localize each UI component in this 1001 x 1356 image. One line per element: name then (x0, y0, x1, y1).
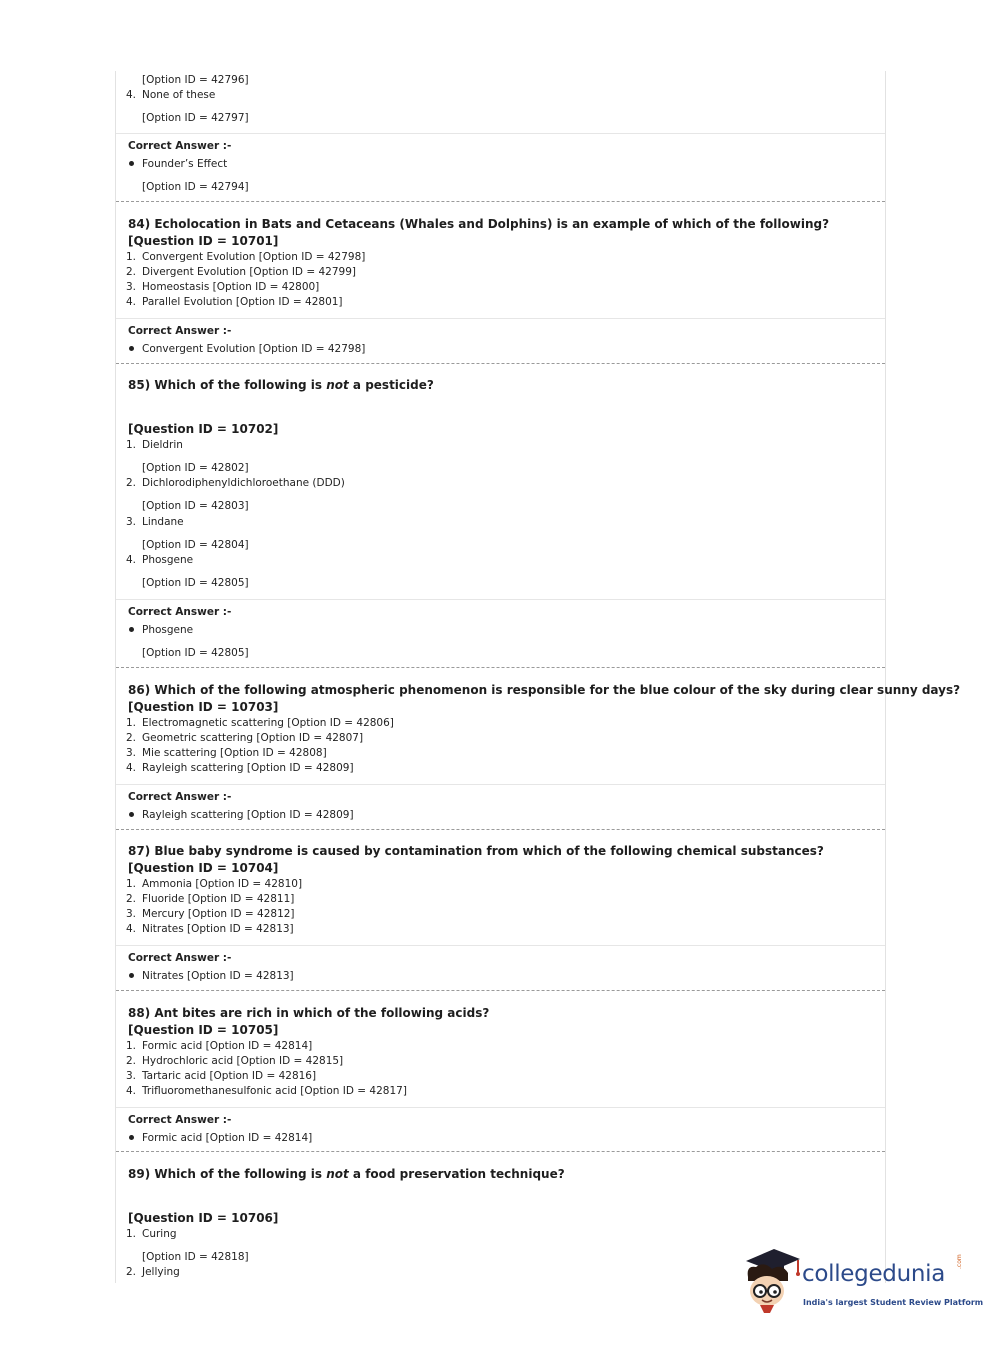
option-text: Homeostasis [Option ID = 42800] (142, 281, 320, 293)
option-item (126, 1084, 407, 1098)
bullet-icon (129, 1135, 134, 1140)
option-number: 3. (126, 281, 137, 293)
option-text: None of these (142, 89, 216, 101)
option-text: Parallel Evolution [Option ID = 42801] (142, 296, 343, 308)
option-text: Phosgene (142, 554, 194, 566)
question-title-emphasis: not (326, 378, 349, 392)
option-number: 1. (126, 717, 137, 729)
correct-answer (128, 969, 294, 983)
question-id: [Question ID = 10704] (128, 861, 279, 875)
option-text: Formic acid [Option ID = 42814] (142, 1040, 313, 1052)
option-number: 4. (126, 1085, 137, 1097)
option-number: 1. (126, 251, 137, 263)
logo-wordmark: collegedunia (802, 1261, 946, 1287)
option-text: Fluoride [Option ID = 42811] (142, 893, 295, 905)
question-title: 88) Ant bites are rich in which of the following acids? (128, 1006, 490, 1020)
option-number: 3. (126, 747, 137, 759)
logo-tagline: India's largest Student Review Platform (803, 1298, 984, 1307)
option-item (126, 746, 327, 760)
correct-answer-option-id: [Option ID = 42805] (142, 647, 249, 659)
option-number: 1. (126, 439, 137, 451)
correct-answer-label: Correct Answer :- (128, 1114, 232, 1126)
correct-answer-label: Correct Answer :- (128, 606, 232, 618)
option-number: 2. (126, 1055, 137, 1067)
option-item (126, 1265, 180, 1279)
option-id: [Option ID = 42805] (142, 577, 249, 589)
mascot-icon (740, 1247, 804, 1317)
option-item (126, 907, 295, 921)
question-title-text: a pesticide? (348, 378, 434, 392)
option-text: Curing (142, 1228, 177, 1240)
correct-answer-label: Correct Answer :- (128, 140, 232, 152)
bullet-icon (129, 346, 134, 351)
question-title-text: 89) Which of the following is (128, 1167, 327, 1181)
option-number: 4. (126, 296, 137, 308)
question-title: 86) Which of the following atmospheric phenomenon is responsible for the blue colour of the sky during clear sunny days? (128, 683, 961, 697)
option-text: Rayleigh scattering [Option ID = 42809] (142, 762, 354, 774)
correct-answer (128, 808, 354, 822)
option-item (126, 877, 302, 891)
option-text: Ammonia [Option ID = 42810] (142, 878, 303, 890)
option-text: Geometric scattering [Option ID = 42807] (142, 732, 364, 744)
option-id: [Option ID = 42796] (142, 74, 249, 86)
option-text: Trifluoromethanesulfonic acid [Option ID = 42817] (142, 1085, 407, 1097)
bullet-icon (129, 627, 134, 632)
collegedunia-logo (740, 1247, 984, 1317)
question-id: [Question ID = 10701] (128, 234, 279, 248)
logo-dotcom: .com (956, 1254, 963, 1269)
option-number: 1. (126, 878, 137, 890)
question-title-text: 85) Which of the following is (128, 378, 327, 392)
option-number: 3. (126, 908, 137, 920)
option-item (126, 1069, 316, 1083)
option-item (126, 892, 294, 906)
option-text: Mercury [Option ID = 42812] (142, 908, 295, 920)
option-text: Divergent Evolution [Option ID = 42799] (142, 266, 356, 278)
option-id: [Option ID = 42818] (142, 1251, 249, 1263)
option-number: 4. (126, 923, 137, 935)
correct-answer-text: Founder’s Effect (142, 158, 228, 170)
question-id: [Question ID = 10705] (128, 1023, 279, 1037)
option-item (126, 553, 193, 567)
correct-answer-text: Nitrates [Option ID = 42813] (142, 970, 294, 982)
option-text: Mie scattering [Option ID = 42808] (142, 747, 327, 759)
option-item (126, 438, 183, 452)
question-title (128, 1166, 565, 1182)
option-text: Convergent Evolution [Option ID = 42798] (142, 251, 366, 263)
correct-answer (128, 623, 193, 637)
option-item (126, 295, 343, 309)
correct-answer-text: Convergent Evolution [Option ID = 42798] (142, 343, 366, 355)
option-item (126, 1054, 343, 1068)
option-text: Dichlorodiphenyldichloroethane (DDD) (142, 477, 345, 489)
correct-answer-label: Correct Answer :- (128, 325, 232, 337)
bullet-icon (129, 973, 134, 978)
option-item (126, 265, 356, 279)
option-text: Dieldrin (142, 439, 183, 451)
option-item (126, 280, 319, 294)
question-title-text: a food preservation technique? (348, 1167, 565, 1181)
question-id: [Question ID = 10706] (128, 1211, 279, 1225)
correct-answer (128, 342, 365, 356)
bullet-icon (129, 161, 134, 166)
option-id: [Option ID = 42802] (142, 462, 249, 474)
question-title (128, 377, 434, 393)
option-text: Electromagnetic scattering [Option ID = 42806] (142, 717, 394, 729)
option-item (126, 1039, 312, 1053)
option-id: [Option ID = 42803] (142, 500, 249, 512)
correct-answer-option-id: [Option ID = 42794] (142, 181, 249, 193)
option-text: Jellying (142, 1266, 180, 1278)
correct-answer-text: Formic acid [Option ID = 42814] (142, 1132, 313, 1144)
option-item (126, 476, 345, 490)
option-number: 4. (126, 554, 137, 566)
question-id: [Question ID = 10703] (128, 700, 279, 714)
correct-answer-text: Phosgene (142, 624, 194, 636)
option-number: 2. (126, 1266, 137, 1278)
correct-answer-label: Correct Answer :- (128, 791, 232, 803)
bullet-icon (129, 812, 134, 817)
option-number: 2. (126, 732, 137, 744)
option-number: 1. (126, 1228, 137, 1240)
option-number: 3. (126, 1070, 137, 1082)
option-text: Tartaric acid [Option ID = 42816] (142, 1070, 317, 1082)
option-text: Hydrochloric acid [Option ID = 42815] (142, 1055, 344, 1067)
option-text: Lindane (142, 516, 184, 528)
correct-answer-label: Correct Answer :- (128, 952, 232, 964)
question-title: 87) Blue baby syndrome is caused by contamination from which of the following chemical substances? (128, 844, 824, 858)
option-number: 1. (126, 1040, 137, 1052)
question-title: 84) Echolocation in Bats and Cetaceans (Whales and Dolphins) is an example of which of the following? (128, 217, 830, 231)
option-item (126, 515, 184, 529)
option-number: 2. (126, 266, 137, 278)
option-item (126, 716, 394, 730)
option-number: 4. (126, 762, 137, 774)
option-item (126, 731, 363, 745)
option-number: 2. (126, 893, 137, 905)
option-number: 3. (126, 516, 137, 528)
option-id: [Option ID = 42804] (142, 539, 249, 551)
option-item (126, 250, 365, 264)
option-item (126, 1227, 177, 1241)
correct-answer (128, 1131, 312, 1145)
correct-answer (128, 157, 227, 171)
option-text: Nitrates [Option ID = 42813] (142, 923, 294, 935)
option-number: 4. (126, 89, 137, 101)
question-title-emphasis: not (326, 1167, 349, 1181)
option-number: 2. (126, 477, 137, 489)
question-id: [Question ID = 10702] (128, 422, 279, 436)
option-item (126, 88, 215, 102)
option-item (126, 922, 294, 936)
correct-answer-text: Rayleigh scattering [Option ID = 42809] (142, 809, 354, 821)
option-id: [Option ID = 42797] (142, 112, 249, 124)
option-item (126, 761, 354, 775)
